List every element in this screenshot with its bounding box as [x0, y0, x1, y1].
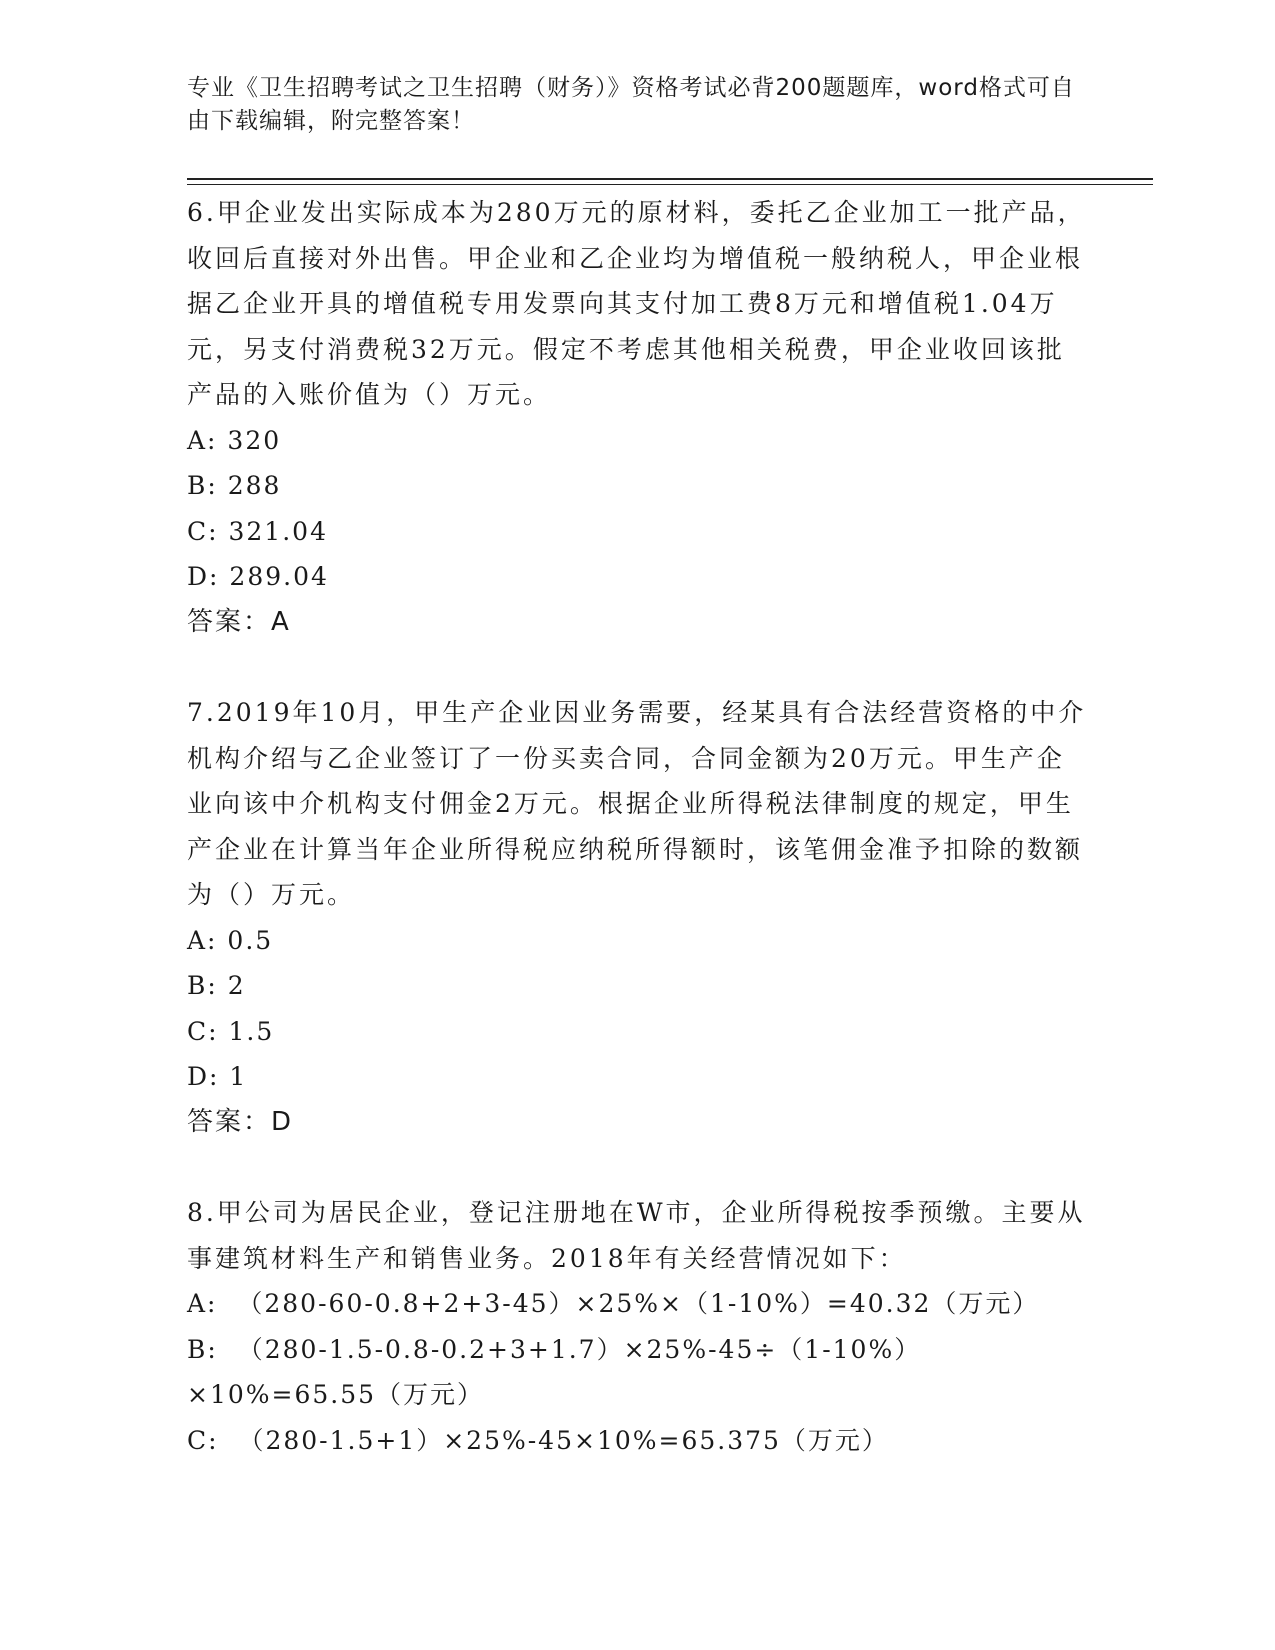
option-c: C: 1.5 [187, 1016, 275, 1046]
question-spacer [187, 645, 1087, 690]
option-a: A: 0.5 [187, 925, 274, 955]
header-title: 专业《卫生招聘考试之卫生招聘（财务）》资格考试必背200题题库，word格式可自由下载编辑，附完整答案！ [187, 75, 1075, 134]
question-6 [187, 190, 1087, 645]
option-a: A: （280-60-0.8+2+3-45）×25%×（1-10%）=40.32（万元） [187, 1289, 1040, 1318]
option-b: B: 2 [187, 971, 246, 1000]
answer-line: 答案：D [187, 1106, 294, 1137]
question-stem: 7.2019年10月，甲生产企业因业务需要，经某具有合法经营资格的中介机构介绍与乙企业签订了一份买卖合同，合同金额为20万元。甲生产企业向该中介机构支付佣金2万元。根据企业所得税法律制度的规定，甲生产企业在计算当年企业所得税应纳税所得额时，该笔佣金准予扣除的数额为（）万元。 [187, 698, 1087, 909]
option-a: A: 320 [187, 425, 282, 455]
question-spacer [187, 1145, 1087, 1190]
header-rule-thin [187, 184, 1153, 185]
answer-line: 答案：A [187, 606, 291, 637]
option-c: C: （280-1.5+1）×25%-45×10%=65.375（万元） [187, 1425, 889, 1455]
option-b: B: （280-1.5-0.8-0.2+3+1.7）×25%-45÷（1-10%）×10%=65.55（万元） [187, 1334, 922, 1409]
question-7 [187, 690, 1087, 1145]
option-c: C: 321.04 [187, 516, 328, 546]
document-header [187, 72, 1087, 138]
question-list [187, 190, 1087, 1463]
option-d: D: 289.04 [187, 562, 329, 591]
question-8 [187, 1190, 1087, 1463]
option-b: B: 288 [187, 471, 282, 500]
option-d: D: 1 [187, 1062, 248, 1091]
question-stem: 8.甲公司为居民企业，登记注册地在W市，企业所得税按季预缴。主要从事建筑材料生产和销售业务。2018年有关经营情况如下： [187, 1198, 1086, 1273]
question-stem: 6.甲企业发出实际成本为280万元的原材料，委托乙企业加工一批产品，收回后直接对外出售。甲企业和乙企业均为增值税一般纳税人，甲企业根据乙企业开具的增值税专用发票向其支付加工费8万元和增值税1.04万元，另支付消费税32万元。假定不考虑其他相关税费，甲企业收回该批产品的入账价值为（）万元。 [187, 198, 1086, 409]
header-rule-thick [187, 178, 1153, 180]
